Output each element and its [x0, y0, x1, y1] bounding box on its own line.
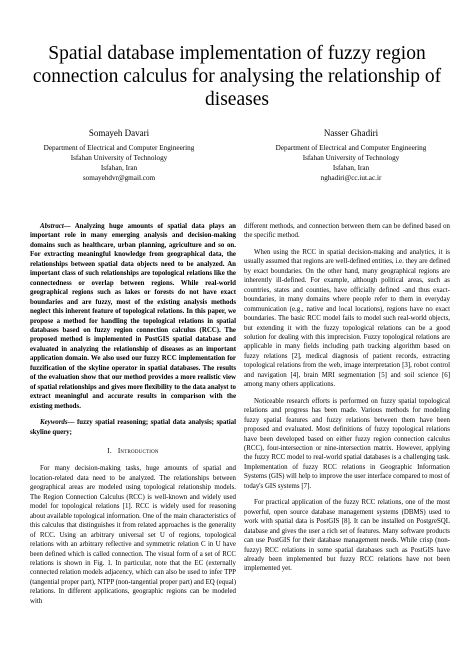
author-university: Isfahan University of Technology — [70, 154, 168, 162]
section-number: I. — [107, 446, 112, 455]
intro-paragraph: For many decision-making tasks, huge amounts of spatial and location-related data need to be analyzed. The relationships between geographical areas are modeled using topological relationship models. The Region Connection Calculus (RCC) is well-known and widely used model for topological relations [1]. RCC is widely used for reasoning about available topological information. One of the main characteristics of this calculus that distinguishes it from related approaches is the generality of RCC. Using an arbitrary universal set U of regions, topological relations with an arbitrary reflective and symmetric relation C in U have been defined which is called connection. The visual form of a set of RCC relations is shown in Fig. 1. In particular, note that the EC (externally connected relation models adjacency, which can also be used to infer TPP (tangential proper part), NTPP (non-tangential proper part) and EQ (equal) relations. In different applications, geographic regions can be modeled with — [30, 465, 237, 605]
author-location: Isfahan, Iran — [332, 164, 370, 172]
keywords-lead: Keywords— — [40, 419, 75, 427]
author-block-2 — [246, 126, 456, 183]
author-email: somayehdvr@gmail.com — [82, 174, 156, 182]
paper-title: Spatial database implementation of fuzzy region connection calculus for analysing the relationship of diseases — [32, 43, 442, 110]
abstract-text: Analyzing huge amounts of spatial data plays an important role in many emerging analysis and decision-making domains such as healthcare, urban planning, agriculture and so on. For extracting meaningful knowledge from geographical data, the relationships between spatial data objects need to be analyzed. An important class of such relationships are topological relations like the connectedness or overlap between regions. While real-world geographical regions such as lakes or forests do not have exact boundaries and are fuzzy, most of the existing analysis methods neglect this inherent feature of topological relations. In this paper, we propose a method for handling the topological relations in spatial databases based on fuzzy region connection calculus (RCC). The proposed method is implemented in PostGIS spatial database and evaluated in analyzing the relationship of diseases as an important application domain. We also used our fuzzy RCC implementation for fuzzification of the skyline operator in spatial databases. The results of the evaluation show that our method provides a more realistic view of spatial relationships and gives more flexibility to the data analyst to extract meaningful and accurate results in comparison with the existing methods. — [30, 223, 236, 410]
author-department: Department of Electrical and Computer Engineering — [275, 144, 427, 152]
section-title: Introduction — [117, 446, 159, 455]
keywords-text: fuzzy spatial reasoning; spatial data analysis; spatial skyline query; — [30, 419, 236, 436]
author-name: Nasser Ghadiri — [323, 128, 379, 138]
author-university: Isfahan University of Technology — [302, 154, 400, 162]
abstract-lead: Abstract— — [40, 223, 71, 230]
keywords — [30, 418, 236, 437]
author-email: nghadiri@cc.iut.ac.ir — [320, 174, 382, 182]
body-paragraph: For practical application of the fuzzy RCC relations, one of the most powerful, open source database management systems (DBMS) used to work with spatial data is PostGIS [8]. It can be installed on PostgreSQL database and gives the user a rich set of features. Many software products can use PostGIS for their database management needs. While crisp (non-fuzzy) RCC relations in some spatial databases such as PostGIS have already been implemented but fuzzy RCC relations have not been implemented yet. — [244, 499, 450, 573]
author-name: Somayeh Davari — [88, 128, 150, 138]
abstract — [30, 222, 236, 411]
section-heading-introduction — [30, 447, 236, 456]
right-column — [244, 222, 450, 574]
body-paragraph: Noticeable research efforts is performed on fuzzy spatial topological relations and progress has been made. Various methods for modeling fuzzy spatial features and fuzzy relations between them have been proposed and evaluated. Most definitions of fuzzy topological relations have been developed based on either fuzzy region connection calculus (RCC), four-intersection or nine-intersection matrix. However, applying the fuzzy RCC model to real-world spatial databases is a challenging task. Implementation of fuzzy RCC relations in Geographic Information Systems (GIS) will help to improve the user interface compared to most of today's GIS systems [7]. — [244, 397, 450, 490]
author-block-1 — [14, 126, 224, 183]
author-department: Department of Electrical and Computer Engineering — [43, 144, 195, 152]
author-location: Isfahan, Iran — [100, 164, 138, 172]
left-column — [30, 222, 236, 606]
body-paragraph: different methods, and connection between them can be defined based on the specific method. — [244, 223, 450, 240]
body-paragraph: When using the RCC in spatial decision-making and analytics, it is usually assumed that regions are well-defined entities, i.e. they are defined by exact boundaries. On the other hand, many geographical regions are inherently ill-defined. For example, although political areas, such as countries, states and counties, have officially defined -and thus exact- boundaries, in many domains where people refer to them in everyday communication (e.g., native and local locations), regions have no exact boundaries. The basic RCC model fails to model such real-world objects, but extending it with the fuzzy topological relations can be a good solution for dealing with this imprecision. Fuzzy topological relations are applicable in many fields including path tracking algorithm based on fuzzy relations [2], medical diagnosis of patient records, extracting topological relations from the web, image interpretation [3], robot control and navigation [4], brain MRI segmentation [5] and soil science [6] among many others applications. — [244, 248, 450, 389]
